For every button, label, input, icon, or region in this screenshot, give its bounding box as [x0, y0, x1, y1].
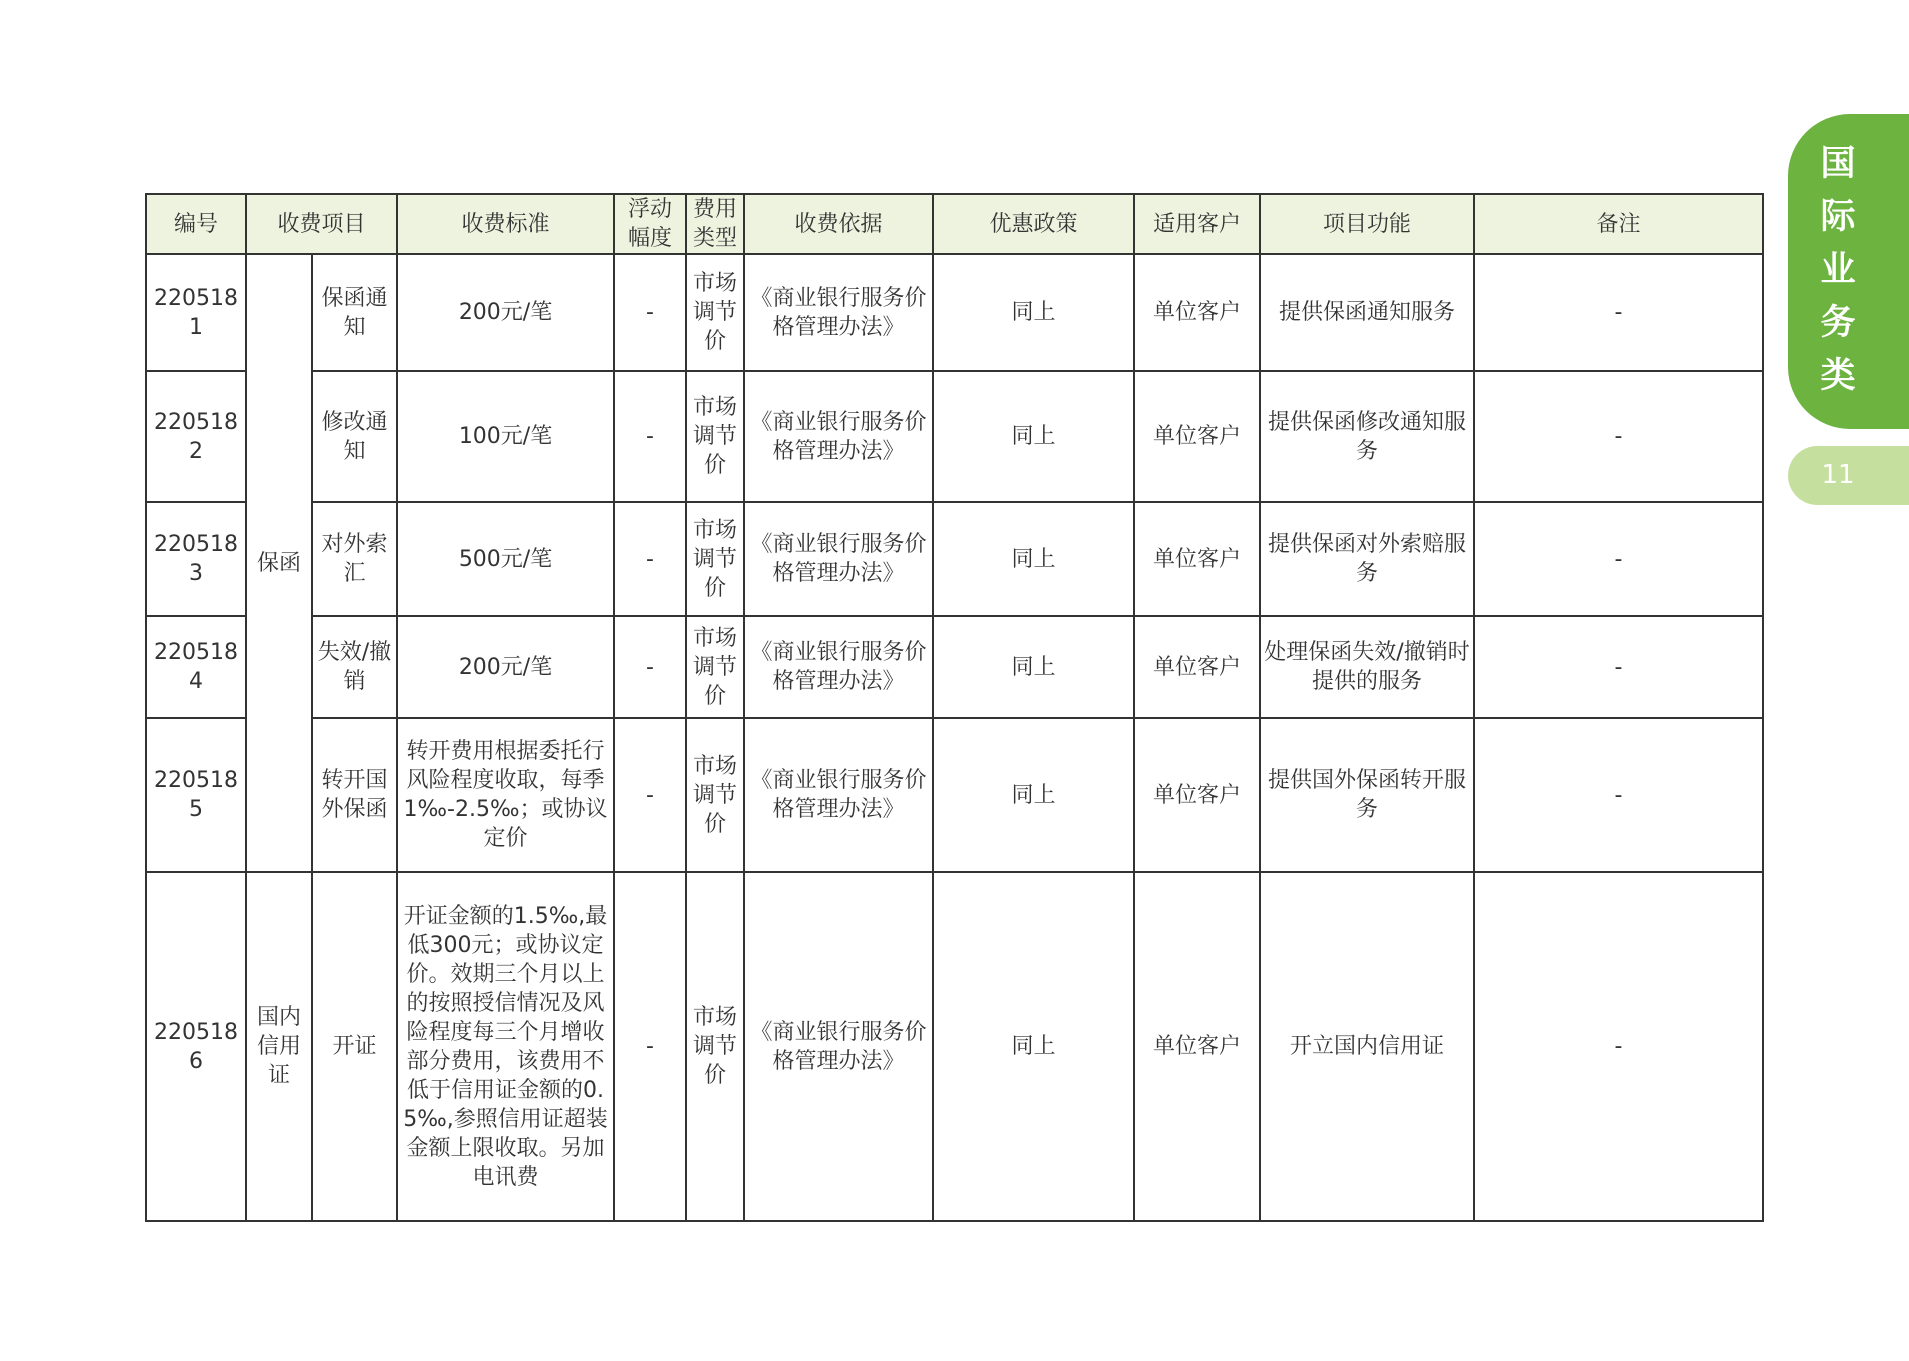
header-function: 项目功能: [1260, 194, 1474, 254]
cell-standard: 500元/笔: [397, 502, 614, 616]
table-header-row: [146, 194, 1763, 254]
cell-item: 开证: [312, 872, 397, 1221]
cell-standard: 转开费用根据委托行风险程度收取，每季1‰-2.5‰；或协议定价: [397, 718, 614, 872]
cell-basis: 《商业银行服务价格管理办法》: [744, 254, 933, 371]
cell-customer: 单位客户: [1134, 254, 1260, 371]
cell-id: 2205185: [146, 718, 246, 872]
cell-note: -: [1474, 371, 1763, 502]
header-basis: 收费依据: [744, 194, 933, 254]
cell-basis: 《商业银行服务价格管理办法》: [744, 502, 933, 616]
cell-note: -: [1474, 502, 1763, 616]
cell-function: 处理保函失效/撤销时提供的服务: [1260, 616, 1474, 718]
cell-group: 国内信用证: [246, 872, 312, 1221]
table-row: [146, 718, 1763, 872]
cell-float: -: [614, 502, 686, 616]
header-item: 收费项目: [246, 194, 397, 254]
cell-note: -: [1474, 616, 1763, 718]
cell-standard: 200元/笔: [397, 616, 614, 718]
section-tab-char: 际: [1820, 197, 1856, 237]
cell-basis: 《商业银行服务价格管理办法》: [744, 371, 933, 502]
cell-item: 保函通知: [312, 254, 397, 371]
cell-id: 2205184: [146, 616, 246, 718]
cell-function: 提供保函修改通知服务: [1260, 371, 1474, 502]
cell-customer: 单位客户: [1134, 872, 1260, 1221]
cell-type: 市场调节价: [686, 502, 744, 616]
cell-id: 2205183: [146, 502, 246, 616]
cell-type: 市场调节价: [686, 718, 744, 872]
cell-item: 失效/撤销: [312, 616, 397, 718]
header-type-line2: 类型: [693, 226, 738, 251]
section-tab-char: 务: [1820, 303, 1856, 343]
table-row: [146, 872, 1763, 1221]
cell-type: 市场调节价: [686, 371, 744, 502]
table-row: [146, 254, 1763, 371]
cell-standard: 200元/笔: [397, 254, 614, 371]
cell-float: -: [614, 254, 686, 371]
table-row: [146, 616, 1763, 718]
cell-basis: 《商业银行服务价格管理办法》: [744, 616, 933, 718]
cell-discount: 同上: [933, 616, 1134, 718]
cell-id: 2205181: [146, 254, 246, 371]
table-row: [146, 371, 1763, 502]
fee-table: [145, 193, 1764, 1222]
page-number: 11: [1821, 460, 1855, 490]
header-type: [686, 194, 744, 254]
header-discount: 优惠政策: [933, 194, 1134, 254]
cell-group: 保函: [246, 254, 312, 872]
cell-customer: 单位客户: [1134, 718, 1260, 872]
header-id: 编号: [146, 194, 246, 254]
header-float-line1: 浮动: [628, 197, 673, 222]
section-tab-char: 类: [1820, 356, 1856, 396]
cell-standard: 100元/笔: [397, 371, 614, 502]
cell-standard: 开证金额的1.5‰,最低300元；或协议定价。效期三个月以上的按照授信情况及风险程度每三个月增收部分费用，该费用不低于信用证金额的0.5‰,参照信用证超装金额上限收取。另加电讯费: [397, 872, 614, 1221]
cell-customer: 单位客户: [1134, 616, 1260, 718]
cell-customer: 单位客户: [1134, 371, 1260, 502]
section-tab-char: 业: [1820, 250, 1856, 290]
cell-float: -: [614, 872, 686, 1221]
section-tab-char: 国: [1820, 144, 1856, 184]
cell-float: -: [614, 616, 686, 718]
cell-discount: 同上: [933, 371, 1134, 502]
section-tab-label: [1788, 138, 1888, 403]
cell-id: 2205182: [146, 371, 246, 502]
header-note: 备注: [1474, 194, 1763, 254]
cell-basis: 《商业银行服务价格管理办法》: [744, 718, 933, 872]
cell-type: 市场调节价: [686, 616, 744, 718]
cell-item: 对外索汇: [312, 502, 397, 616]
cell-function: 提供保函通知服务: [1260, 254, 1474, 371]
cell-float: -: [614, 371, 686, 502]
header-customer: 适用客户: [1134, 194, 1260, 254]
cell-float: -: [614, 718, 686, 872]
cell-discount: 同上: [933, 718, 1134, 872]
cell-function: 提供保函对外索赔服务: [1260, 502, 1474, 616]
cell-note: -: [1474, 254, 1763, 371]
cell-function: 提供国外保函转开服务: [1260, 718, 1474, 872]
cell-discount: 同上: [933, 254, 1134, 371]
cell-discount: 同上: [933, 502, 1134, 616]
cell-type: 市场调节价: [686, 872, 744, 1221]
header-type-line1: 费用: [693, 197, 738, 222]
table-row: [146, 502, 1763, 616]
header-float: [614, 194, 686, 254]
cell-note: -: [1474, 718, 1763, 872]
cell-type: 市场调节价: [686, 254, 744, 371]
cell-customer: 单位客户: [1134, 502, 1260, 616]
header-standard: 收费标准: [397, 194, 614, 254]
cell-discount: 同上: [933, 872, 1134, 1221]
cell-function: 开立国内信用证: [1260, 872, 1474, 1221]
cell-basis: 《商业银行服务价格管理办法》: [744, 872, 933, 1221]
cell-item: 转开国外保函: [312, 718, 397, 872]
cell-note: -: [1474, 872, 1763, 1221]
cell-id: 2205186: [146, 872, 246, 1221]
cell-item: 修改通知: [312, 371, 397, 502]
header-float-line2: 幅度: [628, 226, 673, 251]
